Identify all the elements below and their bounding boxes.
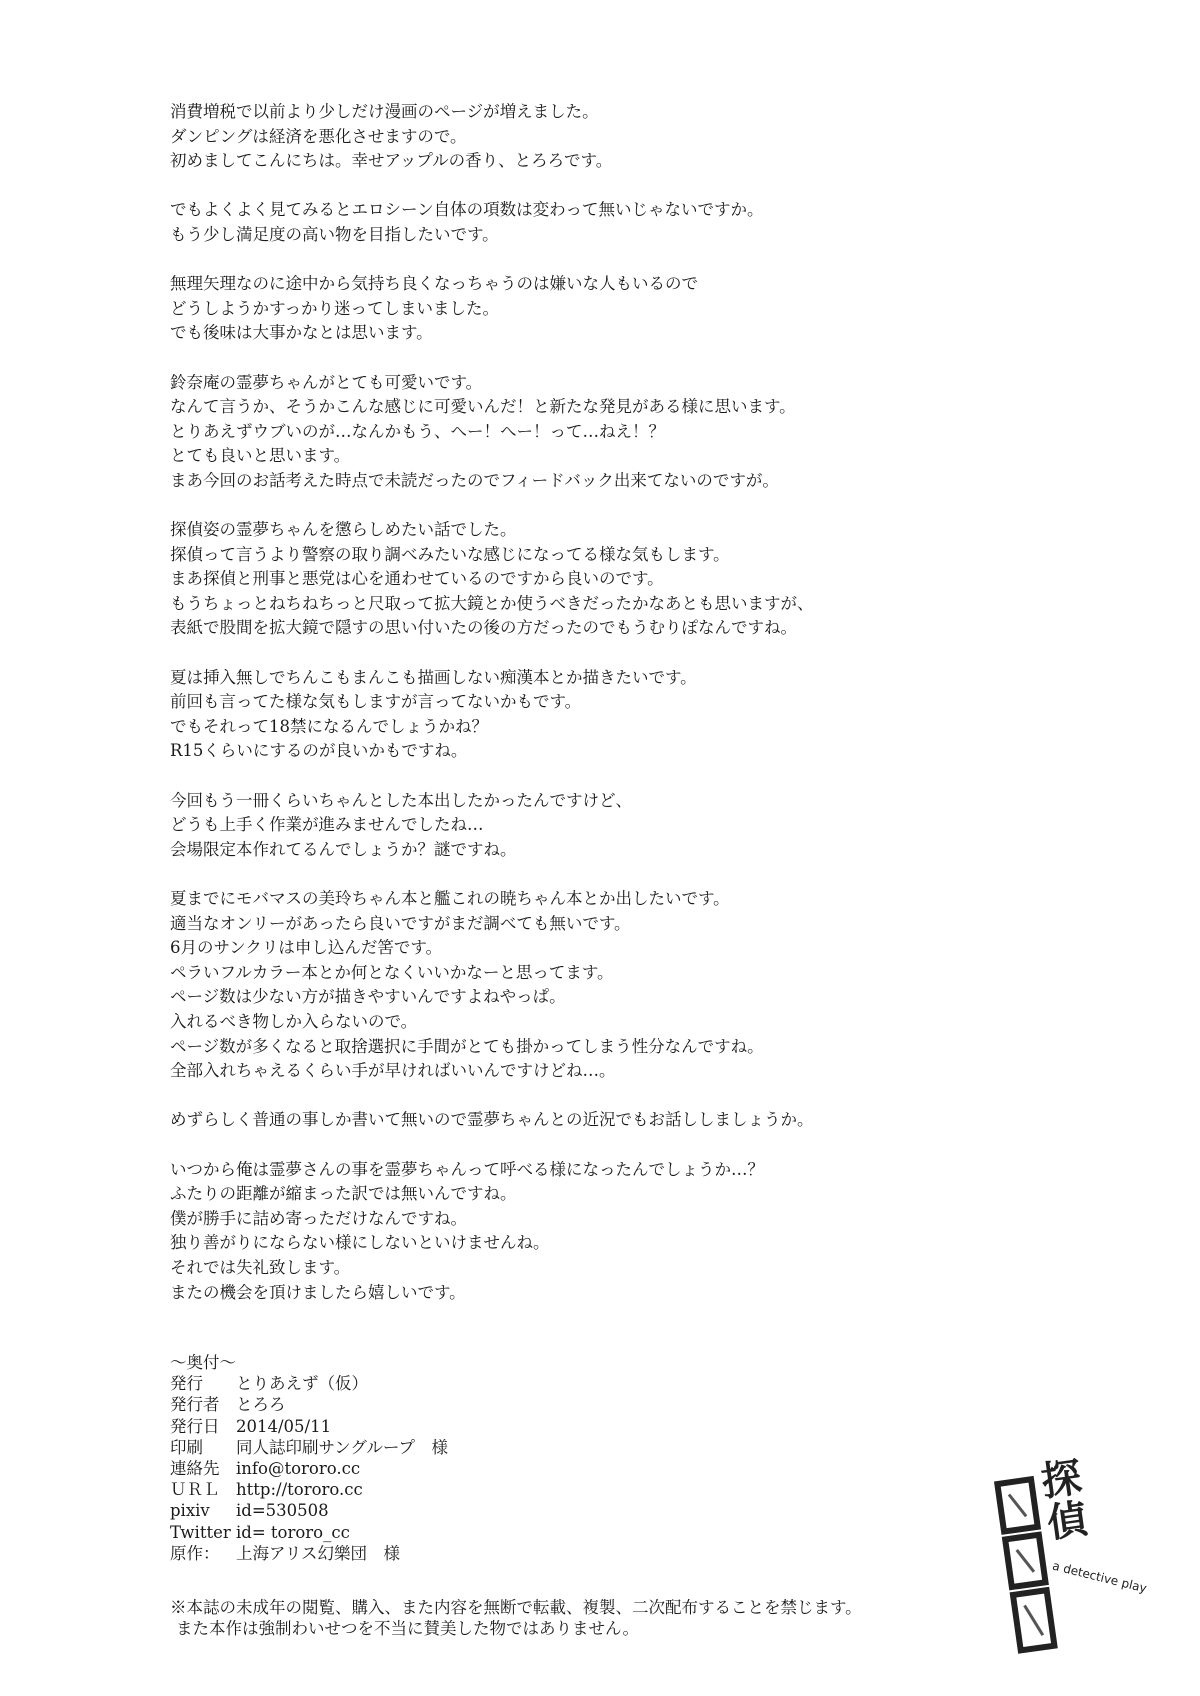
colophon-label: Twitter [170,1522,231,1542]
afterword-paragraph [170,887,1070,1084]
colophon [170,1352,690,1564]
colophon-row [170,1458,690,1479]
afterword-line: めずらしく普通の事しか書いて無いので霊夢ちゃんとの近況でもお話ししましょうか。 [170,1110,814,1130]
afterword-line: 独り善がりにならない様にしないといけませんね。 [170,1233,550,1253]
afterword-paragraph [170,789,1070,863]
afterword-line: それでは失礼致します。 [170,1257,351,1277]
afterword-line: ペラいフルカラー本とか何となくいいかなーと思ってます。 [170,962,614,982]
afterword-line: まあ探偵と刑事と悪党は心を通わせているのですから良いのです。 [170,569,664,589]
colophon-value: とりあえず（仮） [236,1374,368,1394]
colophon-label: 連絡先 [170,1459,220,1479]
title-logo [990,1454,1149,1656]
afterword-line: 6月のサンクリは申し込んだ筈です。 [170,938,443,958]
legal-notice [170,1597,1030,1639]
afterword-line: またの機会を頂けましたら嬉しいです。 [170,1282,466,1302]
colophon-value: id= tororo_cc [236,1522,350,1542]
colophon-rows [170,1373,690,1564]
colophon-label: 原作： [170,1543,220,1563]
colophon-row [170,1522,690,1543]
afterword-paragraph [170,371,1070,494]
colophon-row [170,1500,690,1521]
afterword-line: 表紙で股間を拡大鏡で隠すの思い付いたの後の方だったのでもうむりぽなんですね。 [170,618,797,638]
colophon-value: 2014/05/11 [236,1416,332,1436]
afterword-line: とても良いと思います。 [170,446,351,466]
colophon-label: pixiv [170,1501,210,1521]
afterword-line: もう少し満足度の高い物を目指したいです。 [170,224,499,244]
afterword-line: ダンピングは経済を悪化させますので。 [170,126,467,146]
colophon-row [170,1479,690,1500]
afterword-line: ページ数は少ない方が描きやすいんですよねやっぱ。 [170,987,566,1007]
afterword-line: 探偵姿の霊夢ちゃんを懲らしめたい話でした。 [170,520,517,540]
afterword-paragraph [170,272,1070,346]
colophon-row [170,1437,690,1458]
afterword-line: 無理矢理なのに途中から気持ち良くなっちゃうのは嫌いな人もいるので [170,274,698,294]
afterword-line: R15くらいにするのが良いかもですね。 [170,741,468,761]
afterword-line: なんて言うか、そうかこんな感じに可愛いんだ！と新たな発見がある様に思います。 [170,397,796,417]
colophon-heading: 〜奥付〜 [170,1353,236,1372]
colophon-value: 同人誌印刷サングループ 様 [236,1437,449,1457]
notice-line: また本作は強制わいせつを不当に賛美した物ではありません。 [176,1619,639,1639]
afterword-line: でもそれって18禁になるんでしょうかね？ [170,716,488,736]
afterword-line: もうちょっとねちねちっと尺取って拡大鏡とか使うべきだったかなあとも思いますが、 [170,593,814,613]
afterword-line: 会場限定本作れてるんでしょうか？謎ですね。 [170,839,517,859]
colophon-row [170,1394,690,1415]
afterword-paragraph [170,1158,1070,1306]
colophon-value: http://tororo.cc [236,1480,363,1500]
afterword-line: 今回もう一冊くらいちゃんとした本出したかったんですけど、 [170,790,632,810]
notice-line: ※本誌の未成年の閲覧、購入、また内容を無断で転載、複製、二次配布することを禁じます。 [170,1598,862,1617]
afterword-paragraph [170,518,1070,641]
afterword-paragraph [170,100,1070,174]
colophon-label: 発行 [170,1374,203,1394]
afterword-line: 消費増税で以前より少しだけ漫画のページが増えました。 [170,102,599,121]
afterword-line: どうしようかすっかり迷ってしまいました。 [170,298,500,318]
logo-glyph-2: 偵 [1044,1496,1091,1548]
colophon-row [170,1373,690,1394]
logo-subtitle: a detective play [1051,1558,1149,1596]
afterword-line: いつから俺は霊夢さんの事を霊夢ちゃんって呼べる様になったんでしょうか…？ [170,1159,764,1179]
title-logo-graphic [990,1454,1149,1656]
afterword-line: 全部入れちゃえるくらい手が早ければいいんですけどね…。 [170,1061,616,1081]
afterword-line: 鈴奈庵の霊夢ちゃんがとても可愛いです。 [170,372,483,392]
logo-glyph-1: 探 [1038,1454,1085,1506]
afterword-paragraph [170,666,1070,764]
afterword-line: でもよくよく見てみるとエロシーン自体の項数は変わって無いじゃないですか。 [170,200,764,220]
afterword-line: ページ数が多くなると取捨選択に手間がとても掛かってしまう性分なんですね。 [170,1036,764,1056]
colophon-label: 発行日 [170,1416,220,1436]
afterword-line: 探偵って言うより警察の取り調べみたいな感じになってる様な気もします。 [170,544,730,564]
colophon-label: ＵＲＬ [170,1480,220,1500]
afterword-line: 前回も言ってた様な気もしますが言ってないかもです。 [170,692,582,712]
afterword-paragraph [170,1108,1070,1133]
afterword-line: 入れるべき物しか入らないので。 [170,1011,418,1031]
afterword-line: とりあえずウブいのが…なんかもう、へー！へー！って…ねえ！？ [170,421,665,441]
afterword-line: でも後味は大事かなとは思います。 [170,323,433,343]
afterword-line: ふたりの距離が縮まった訳では無いんですね。 [170,1184,517,1204]
afterword-line: 適当なオンリーがあったら良いですがまだ調べても無いです。 [170,913,631,933]
colophon-value: 上海アリス幻樂団 様 [236,1543,401,1563]
afterword-line: まあ今回のお話考えた時点で未読だったのでフィードバック出来てないのですが。 [170,470,779,490]
afterword-line: どうも上手く作業が進みませんでしたね… [170,815,484,835]
afterword-line: 初めましてこんにちは。幸せアップルの香り、とろろです。 [170,151,613,171]
afterword-paragraph [170,198,1070,247]
colophon-label: 発行者 [170,1395,220,1415]
colophon-label: 印刷 [170,1437,203,1457]
afterword-text [170,100,1070,1330]
colophon-value: info@tororo.cc [236,1459,361,1479]
afterword-line: 夏は挿入無しでちんこもまんこも描画しない痴漢本とか描きたいです。 [170,667,697,687]
colophon-value: id=530508 [236,1501,329,1521]
afterword-line: 僕が勝手に詰め寄っただけなんですね。 [170,1208,467,1228]
afterword-line: 夏までにモバマスの美玲ちゃん本と艦これの暁ちゃん本とか出したいです。 [170,889,730,908]
colophon-row [170,1416,690,1437]
colophon-value: とろろ [236,1395,286,1415]
colophon-row [170,1543,690,1564]
